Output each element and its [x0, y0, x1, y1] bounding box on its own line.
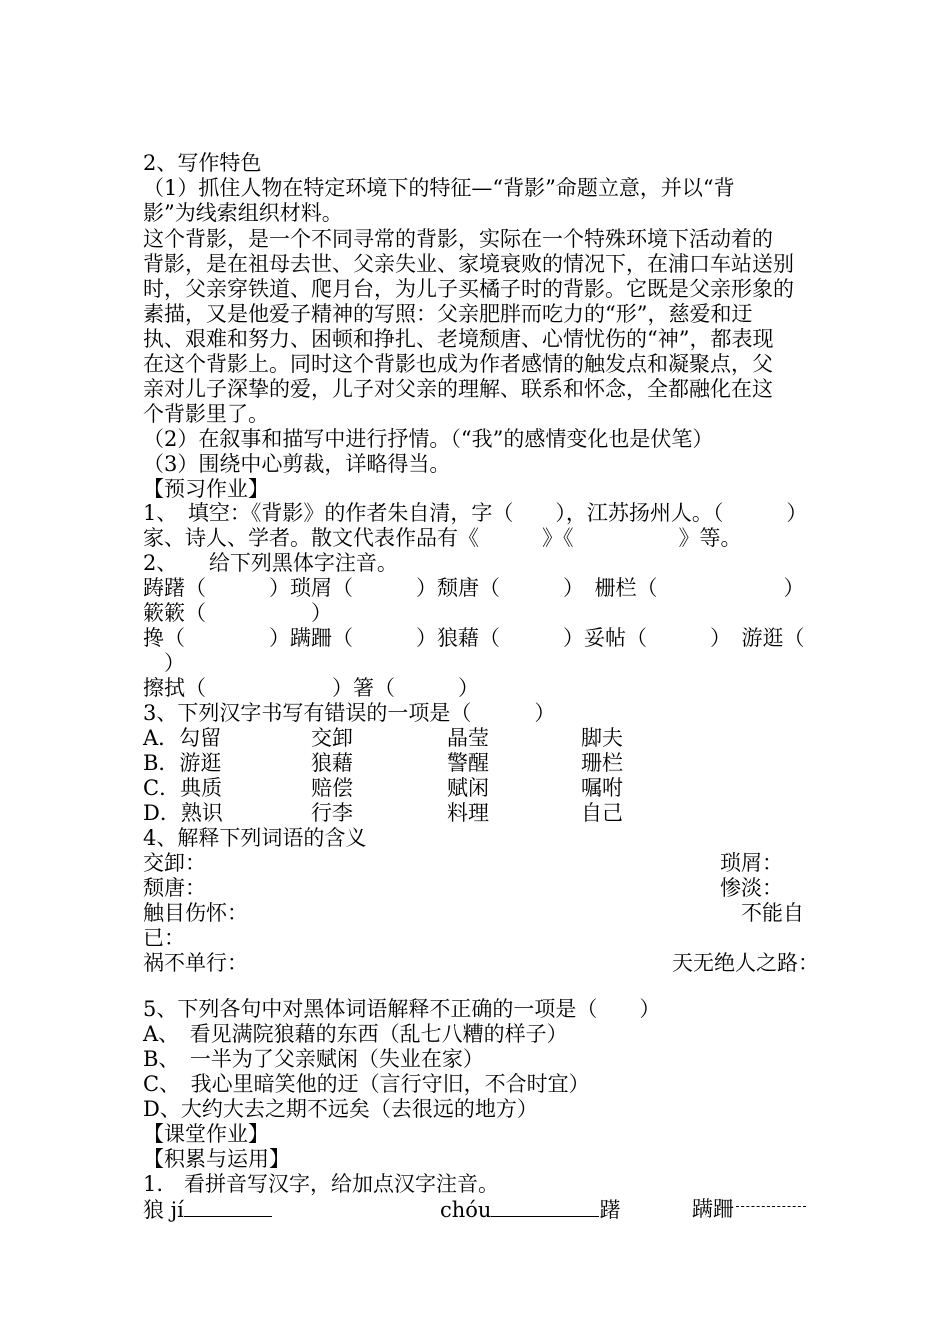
option-word: 嘱咐 — [581, 776, 623, 800]
option-word: 警醒 — [447, 751, 489, 775]
paragraph-line: 个背影里了。 — [143, 402, 269, 426]
subsection-heading: 【积累与运用】 — [143, 1147, 290, 1171]
question-3: 3、下列汉字书写有错误的一项是（ ） — [143, 701, 556, 725]
term-label: 琐屑： — [720, 851, 783, 875]
option-word: 行李 — [311, 801, 353, 825]
fill-item-text: 狼 jí — [143, 1198, 184, 1222]
term-label: 惨淡： — [720, 876, 783, 900]
section-heading: 2、写作特色 — [143, 151, 262, 175]
option-line: D、大约大去之期不远矣（去很远的地方） — [143, 1097, 538, 1121]
paragraph-line: 执、艰难和努力、困顿和挣扎、老境颓唐、心情忧伤的“神”，都表现 — [143, 327, 774, 351]
option-word: 晶莹 — [447, 726, 489, 750]
paragraph-line: 影”为线索组织材料。 — [143, 201, 343, 225]
paragraph-line: 在这个背影上。同时这个背影也成为作者感情的触发点和凝聚点，父 — [143, 352, 773, 376]
option-line: C、 我心里暗笑他的迂（言行守旧，不合时宜） — [143, 1072, 590, 1096]
paragraph-line: 这个背影，是一个不同寻常的背影，实际在一个特殊环境下活动着的 — [143, 227, 773, 251]
option-word: 交卸 — [311, 726, 353, 750]
term-label: 颓唐： — [143, 876, 206, 900]
term-label: 祸不单行： — [143, 951, 248, 975]
paragraph-line: 素描，又是他爱子精神的写照：父亲肥胖而吃力的“形”，慈爱和迂 — [143, 302, 753, 326]
option-word: 自己 — [581, 801, 623, 825]
option-label: C．典质 — [143, 776, 223, 800]
classwork-question-1: 1. 看拼音写汉字，给加点汉字注音。 — [143, 1172, 500, 1196]
term-label: 天无绝人之路： — [672, 951, 819, 975]
answer-blank[interactable] — [491, 1196, 599, 1217]
option-word: 赋闲 — [447, 776, 489, 800]
term-label: 不能自 — [741, 901, 804, 925]
answer-blank[interactable] — [184, 1196, 272, 1217]
preview-heading: 【预习作业】 — [143, 477, 269, 501]
question-2: 2、 给下列黑体字注音。 — [143, 551, 398, 575]
option-line: B、 一半为了父亲赋闲（失业在家） — [143, 1047, 484, 1071]
option-word: 珊栏 — [581, 751, 623, 775]
question-4: 4、解释下列词语的含义 — [143, 826, 367, 850]
option-label: B．游逛 — [143, 751, 222, 775]
option-label: A．勾留 — [143, 726, 222, 750]
paragraph-line: （2）在叙事和描写中进行抒情。（“我”的感情变化也是伏笔） — [143, 427, 714, 451]
option-line: A、 看见满院狼藉的东西（乱七八糟的样子） — [143, 1022, 568, 1046]
paragraph-line: 亲对儿子深挚的爱，儿子对父亲的理解、联系和怀念，全都融化在这 — [143, 377, 773, 401]
paragraph-line: 背影，是在祖母去世、父亲失业、家境衰败的情况下，在浦口车站送别 — [143, 252, 794, 276]
option-word: 脚夫 — [581, 726, 623, 750]
question-5: 5、下列各句中对黑体词语解释不正确的一项是（ ） — [143, 997, 661, 1021]
pinyin-row: 搀（ ）蹒跚（ ）狼藉（ ）妥帖（ ） 游逛（ — [143, 626, 805, 650]
option-word: 料理 — [447, 801, 489, 825]
option-word: 狼藉 — [311, 751, 353, 775]
fill-item-text: chóu — [440, 1198, 492, 1222]
term-label: 已： — [143, 926, 185, 950]
fill-item — [692, 1196, 806, 1222]
fill-item-text: 躇 — [599, 1198, 621, 1222]
option-word: 赔偿 — [311, 776, 353, 800]
fill-item — [143, 1196, 272, 1223]
paragraph-line: （1）抓住人物在特定环境下的特征—“背影”命题立意，并以“背 — [143, 176, 735, 200]
option-label: D．熟识 — [143, 801, 223, 825]
fill-item — [440, 1196, 620, 1223]
pinyin-row: 簌簌（ ） — [143, 601, 332, 625]
question-1-line1: 1、 填空：《背影》的作者朱自清，字（ ），江苏扬州人。（ ） — [143, 501, 808, 525]
classwork-heading: 【课堂作业】 — [143, 1122, 269, 1146]
pinyin-row: ） — [143, 651, 185, 675]
paragraph-line: （3）围绕中心剪裁，详略得当。 — [143, 452, 451, 476]
fill-item-text: 蹒跚 — [692, 1197, 734, 1221]
pinyin-row: 踌躇（ ）琐屑（ ）颓唐（ ） 栅栏（ ） — [143, 576, 805, 600]
answer-blank[interactable] — [736, 1206, 806, 1215]
term-label: 交卸： — [143, 851, 206, 875]
pinyin-row: 擦拭（ ）箸（ ） — [143, 676, 479, 700]
question-1-line2: 家、诗人、学者。散文代表作品有《 》《 》等。 — [143, 526, 742, 550]
term-label: 触目伤怀： — [143, 901, 248, 925]
paragraph-line: 时，父亲穿铁道、爬月台，为儿子买橘子时的背影。它既是父亲形象的 — [143, 277, 794, 301]
